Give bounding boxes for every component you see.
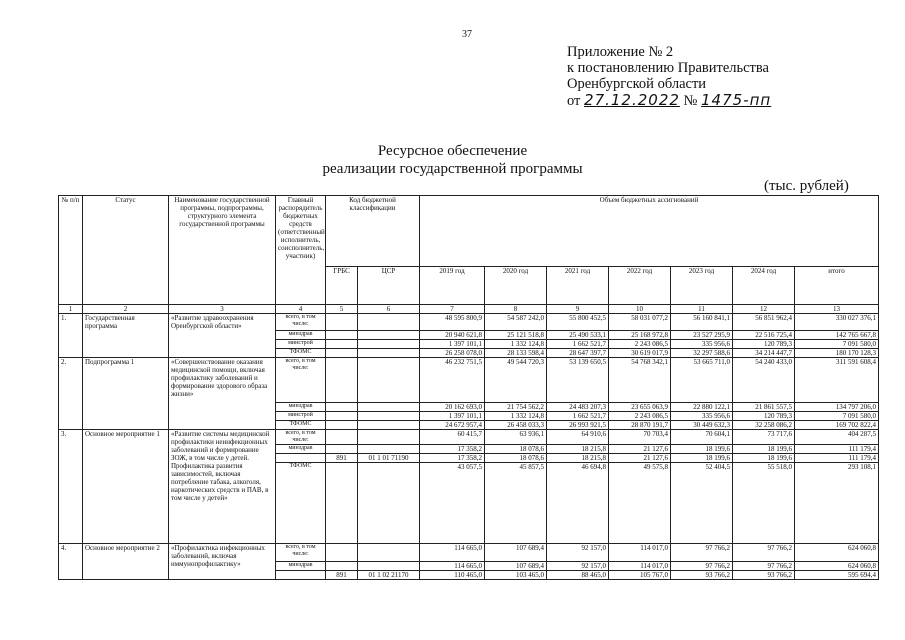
row-value-5: 18 199,6 xyxy=(671,445,733,454)
row-value-3: 46 694,8 xyxy=(547,463,609,544)
header-total: итого xyxy=(795,267,879,305)
row-value-1: 20 162 693,0 xyxy=(420,403,485,412)
row-value-2: 18 078,6 xyxy=(485,445,547,454)
row-value-1: 60 415,7 xyxy=(420,430,485,445)
row-value-1: 48 595 800,9 xyxy=(420,314,485,331)
row-csr xyxy=(358,430,420,445)
row-name: «Профилактика инфекционных заболеваний, включая иммунопрофилактику» xyxy=(169,544,276,580)
row-value-5: 32 297 588,6 xyxy=(671,349,733,358)
header-2019: 2019 год xyxy=(420,267,485,305)
handwritten-number: 1475-пп xyxy=(701,91,772,109)
row-value-5: 23 527 295,9 xyxy=(671,331,733,340)
column-number-10: 10 xyxy=(609,305,671,314)
row-value-5: 70 604,1 xyxy=(671,430,733,445)
row-value-6: 56 851 962,4 xyxy=(733,314,795,331)
header-admin: Главный распорядитель бюджетных средств (ответственный исполнитель, соисполнитель, участник) xyxy=(276,196,326,305)
row-value-2: 21 754 562,2 xyxy=(485,403,547,412)
row-grbs: 891 xyxy=(326,571,358,580)
row-csr xyxy=(358,331,420,340)
row-name: «Развитие здравоохранения Оренбургской области» xyxy=(169,314,276,358)
row-value-1: 20 940 621,8 xyxy=(420,331,485,340)
row-grbs: 891 xyxy=(326,454,358,463)
row-grbs xyxy=(326,349,358,358)
row-value-2: 28 133 598,4 xyxy=(485,349,547,358)
row-value-5: 335 956,6 xyxy=(671,412,733,421)
header-num: № п/п xyxy=(59,196,83,305)
row-value-4: 21 127,6 xyxy=(609,445,671,454)
row-value-1: 43 057,5 xyxy=(420,463,485,544)
row-value-1: 24 672 957,4 xyxy=(420,421,485,430)
row-name: «Совершенствование оказания медицинской помощи, включая профилактику заболеваний и формирование здорового образа жизни» xyxy=(169,358,276,430)
row-value-7: 180 170 128,3 xyxy=(795,349,879,358)
row-csr xyxy=(358,562,420,571)
row-value-3: 1 662 521,7 xyxy=(547,412,609,421)
column-number-12: 12 xyxy=(733,305,795,314)
header-name: Наименование государственной программы, подпрограммы, структурного элемента государственной программы xyxy=(169,196,276,305)
row-value-2: 45 857,5 xyxy=(485,463,547,544)
row-csr xyxy=(358,544,420,562)
row-value-4: 70 703,4 xyxy=(609,430,671,445)
row-value-7: 111 179,4 xyxy=(795,445,879,454)
row-csr xyxy=(358,421,420,430)
row-status: Основное мероприятие 2 xyxy=(83,544,169,580)
row-status: Государственная программа xyxy=(83,314,169,358)
row-name: «Развитие системы медицинской профилактики неинфекционных заболеваний и формирование ЗОЖ, в том числе у детей. Профилактика развития зависимостей, включая потребление табака, алкоголя, наркотических средств и ПАВ, в том числе у детей» xyxy=(169,430,276,544)
row-value-7: 404 287,5 xyxy=(795,430,879,445)
table-row xyxy=(59,358,879,403)
row-value-3: 55 800 452,5 xyxy=(547,314,609,331)
row-admin: всего, в том числе: xyxy=(276,314,326,331)
row-value-4: 58 031 077,2 xyxy=(609,314,671,331)
row-grbs xyxy=(326,544,358,562)
row-value-6: 18 199,6 xyxy=(733,454,795,463)
handwritten-date: 27.12.2022 xyxy=(584,91,680,109)
resource-table xyxy=(58,195,879,580)
row-status: Основное мероприятие 1 xyxy=(83,430,169,544)
header-2023: 2023 год xyxy=(671,267,733,305)
row-admin: минздрав xyxy=(276,562,326,571)
row-value-5: 52 404,5 xyxy=(671,463,733,544)
row-value-6: 34 214 447,7 xyxy=(733,349,795,358)
row-value-3: 64 910,6 xyxy=(547,430,609,445)
row-value-6: 55 518,0 xyxy=(733,463,795,544)
row-value-4: 30 619 017,9 xyxy=(609,349,671,358)
units-label: (тыс. рублей) xyxy=(764,178,849,194)
row-value-2: 107 689,4 xyxy=(485,562,547,571)
row-value-4: 2 243 086,5 xyxy=(609,340,671,349)
row-admin xyxy=(276,571,326,580)
row-value-5: 93 766,2 xyxy=(671,571,733,580)
row-grbs xyxy=(326,421,358,430)
page-number: 37 xyxy=(462,29,472,40)
row-number: 1. xyxy=(59,314,83,358)
column-number-5: 5 xyxy=(326,305,358,314)
row-csr xyxy=(358,349,420,358)
row-value-4: 49 575,8 xyxy=(609,463,671,544)
row-admin: ТФОМС xyxy=(276,349,326,358)
row-value-2: 1 332 124,8 xyxy=(485,340,547,349)
row-number: 2. xyxy=(59,358,83,430)
row-csr: 01 1 01 71190 xyxy=(358,454,420,463)
row-grbs xyxy=(326,314,358,331)
column-number-7: 7 xyxy=(420,305,485,314)
appendix-line-3: Оренбургской области xyxy=(567,76,707,92)
row-value-1: 110 465,0 xyxy=(420,571,485,580)
row-value-2: 63 936,1 xyxy=(485,430,547,445)
row-value-3: 88 465,0 xyxy=(547,571,609,580)
row-value-7: 134 797 206,0 xyxy=(795,403,879,412)
header-csr: ЦСР xyxy=(358,267,420,305)
row-value-4: 54 768 342,1 xyxy=(609,358,671,403)
row-value-2: 103 465,0 xyxy=(485,571,547,580)
row-value-7: 293 108,1 xyxy=(795,463,879,544)
row-value-1: 46 232 751,5 xyxy=(420,358,485,403)
date-prefix: от xyxy=(567,93,581,109)
table-row xyxy=(59,544,879,562)
title-line-1: Ресурсное обеспечение xyxy=(377,143,528,159)
row-value-5: 30 449 632,3 xyxy=(671,421,733,430)
row-value-1: 1 397 101,1 xyxy=(420,340,485,349)
row-value-1: 17 358,2 xyxy=(420,454,485,463)
row-value-2: 54 587 242,0 xyxy=(485,314,547,331)
row-grbs xyxy=(326,562,358,571)
column-number-13: 13 xyxy=(795,305,879,314)
row-admin: минстрой xyxy=(276,412,326,421)
row-value-2: 26 458 033,3 xyxy=(485,421,547,430)
row-value-6: 93 766,2 xyxy=(733,571,795,580)
row-value-1: 26 258 078,0 xyxy=(420,349,485,358)
column-number-3: 3 xyxy=(169,305,276,314)
row-admin: ТФОМС xyxy=(276,421,326,430)
column-number-2: 2 xyxy=(83,305,169,314)
row-value-5: 56 160 841,1 xyxy=(671,314,733,331)
column-number-6: 6 xyxy=(358,305,420,314)
row-value-1: 1 397 101,1 xyxy=(420,412,485,421)
row-grbs xyxy=(326,340,358,349)
column-number-9: 9 xyxy=(547,305,609,314)
row-grbs xyxy=(326,463,358,544)
row-value-5: 97 766,2 xyxy=(671,544,733,562)
row-value-4: 114 017,0 xyxy=(609,562,671,571)
row-admin: минздрав xyxy=(276,403,326,412)
header-2020: 2020 год xyxy=(485,267,547,305)
row-value-2: 18 078,6 xyxy=(485,454,547,463)
row-value-6: 21 861 557,5 xyxy=(733,403,795,412)
row-csr: 01 1 02 21170 xyxy=(358,571,420,580)
row-value-4: 2 243 086,5 xyxy=(609,412,671,421)
row-value-3: 25 490 533,1 xyxy=(547,331,609,340)
appendix-line-2: к постановлению Правительства xyxy=(567,60,769,76)
appendix-block xyxy=(567,44,771,109)
row-value-6: 54 240 433,0 xyxy=(733,358,795,403)
row-value-5: 53 665 711,0 xyxy=(671,358,733,403)
row-value-4: 21 127,6 xyxy=(609,454,671,463)
row-value-6: 32 258 086,2 xyxy=(733,421,795,430)
appendix-date-line xyxy=(567,92,771,109)
header-grbs: ГРБС xyxy=(326,267,358,305)
row-value-7: 595 694,4 xyxy=(795,571,879,580)
row-value-3: 18 215,8 xyxy=(547,454,609,463)
row-value-7: 330 027 376,1 xyxy=(795,314,879,331)
row-value-5: 97 766,2 xyxy=(671,562,733,571)
row-csr xyxy=(358,340,420,349)
row-csr xyxy=(358,314,420,331)
row-value-5: 335 956,6 xyxy=(671,340,733,349)
row-admin xyxy=(276,454,326,463)
row-value-6: 97 766,2 xyxy=(733,562,795,571)
row-grbs xyxy=(326,445,358,454)
row-value-6: 22 516 725,4 xyxy=(733,331,795,340)
row-value-7: 169 702 822,4 xyxy=(795,421,879,430)
header-code-group: Код бюджетной классификации xyxy=(326,196,420,267)
row-value-7: 142 765 667,8 xyxy=(795,331,879,340)
row-value-3: 28 647 397,7 xyxy=(547,349,609,358)
appendix-line-1: Приложение № 2 xyxy=(567,44,674,60)
row-grbs xyxy=(326,358,358,403)
row-value-5: 18 199,6 xyxy=(671,454,733,463)
row-value-3: 1 662 521,7 xyxy=(547,340,609,349)
row-admin: всего, в том числе: xyxy=(276,358,326,403)
column-number-8: 8 xyxy=(485,305,547,314)
row-value-6: 120 789,3 xyxy=(733,412,795,421)
row-grbs xyxy=(326,403,358,412)
row-value-4: 114 017,0 xyxy=(609,544,671,562)
row-number: 4. xyxy=(59,544,83,580)
header-status: Статус xyxy=(83,196,169,305)
table-row xyxy=(59,314,879,331)
table-row xyxy=(59,430,879,445)
row-value-7: 311 591 608,4 xyxy=(795,358,879,403)
row-admin: минздрав xyxy=(276,331,326,340)
row-value-3: 92 157,0 xyxy=(547,544,609,562)
header-volume-group: Объем бюджетных ассигнований xyxy=(420,196,879,267)
row-admin: ТФОМС xyxy=(276,463,326,544)
row-status: Подпрограмма 1 xyxy=(83,358,169,430)
row-value-7: 624 060,8 xyxy=(795,544,879,562)
row-number: 3. xyxy=(59,430,83,544)
row-value-6: 73 717,6 xyxy=(733,430,795,445)
row-value-4: 105 767,0 xyxy=(609,571,671,580)
row-grbs xyxy=(326,430,358,445)
row-value-7: 624 060,8 xyxy=(795,562,879,571)
title-line-2: реализации государственной программы xyxy=(322,161,583,177)
row-grbs xyxy=(326,412,358,421)
row-value-5: 22 880 122,1 xyxy=(671,403,733,412)
row-value-3: 92 157,0 xyxy=(547,562,609,571)
row-value-3: 24 483 207,3 xyxy=(547,403,609,412)
row-csr xyxy=(358,403,420,412)
column-number-4: 4 xyxy=(276,305,326,314)
row-value-6: 18 199,6 xyxy=(733,445,795,454)
row-value-1: 114 665,0 xyxy=(420,562,485,571)
header-2022: 2022 год xyxy=(609,267,671,305)
row-value-2: 107 689,4 xyxy=(485,544,547,562)
row-value-7: 7 091 580,0 xyxy=(795,340,879,349)
row-value-2: 1 332 124,8 xyxy=(485,412,547,421)
column-number-row xyxy=(59,305,879,314)
row-value-3: 53 139 650,5 xyxy=(547,358,609,403)
row-value-7: 111 179,4 xyxy=(795,454,879,463)
row-admin: минстрой xyxy=(276,340,326,349)
column-number-11: 11 xyxy=(671,305,733,314)
row-value-1: 114 665,0 xyxy=(420,544,485,562)
row-value-1: 17 358,2 xyxy=(420,445,485,454)
row-value-7: 7 091 580,0 xyxy=(795,412,879,421)
row-csr xyxy=(358,358,420,403)
row-value-3: 18 215,8 xyxy=(547,445,609,454)
header-2021: 2021 год xyxy=(547,267,609,305)
row-value-4: 25 168 972,8 xyxy=(609,331,671,340)
row-value-4: 23 655 063,9 xyxy=(609,403,671,412)
row-admin: минздрав xyxy=(276,445,326,454)
row-admin: всего, в том числе: xyxy=(276,544,326,562)
header-2024: 2024 год xyxy=(733,267,795,305)
row-grbs xyxy=(326,331,358,340)
row-csr xyxy=(358,445,420,454)
header-row xyxy=(59,196,879,267)
row-value-6: 120 789,3 xyxy=(733,340,795,349)
row-csr xyxy=(358,412,420,421)
number-prefix: № xyxy=(683,93,698,109)
row-value-6: 97 766,2 xyxy=(733,544,795,562)
row-value-2: 49 544 720,3 xyxy=(485,358,547,403)
row-value-4: 28 870 191,7 xyxy=(609,421,671,430)
row-value-3: 26 993 921,5 xyxy=(547,421,609,430)
row-csr xyxy=(358,463,420,544)
document-title xyxy=(0,142,905,178)
column-number-1: 1 xyxy=(59,305,83,314)
row-value-2: 25 121 518,8 xyxy=(485,331,547,340)
row-admin: всего, в том числе: xyxy=(276,430,326,445)
